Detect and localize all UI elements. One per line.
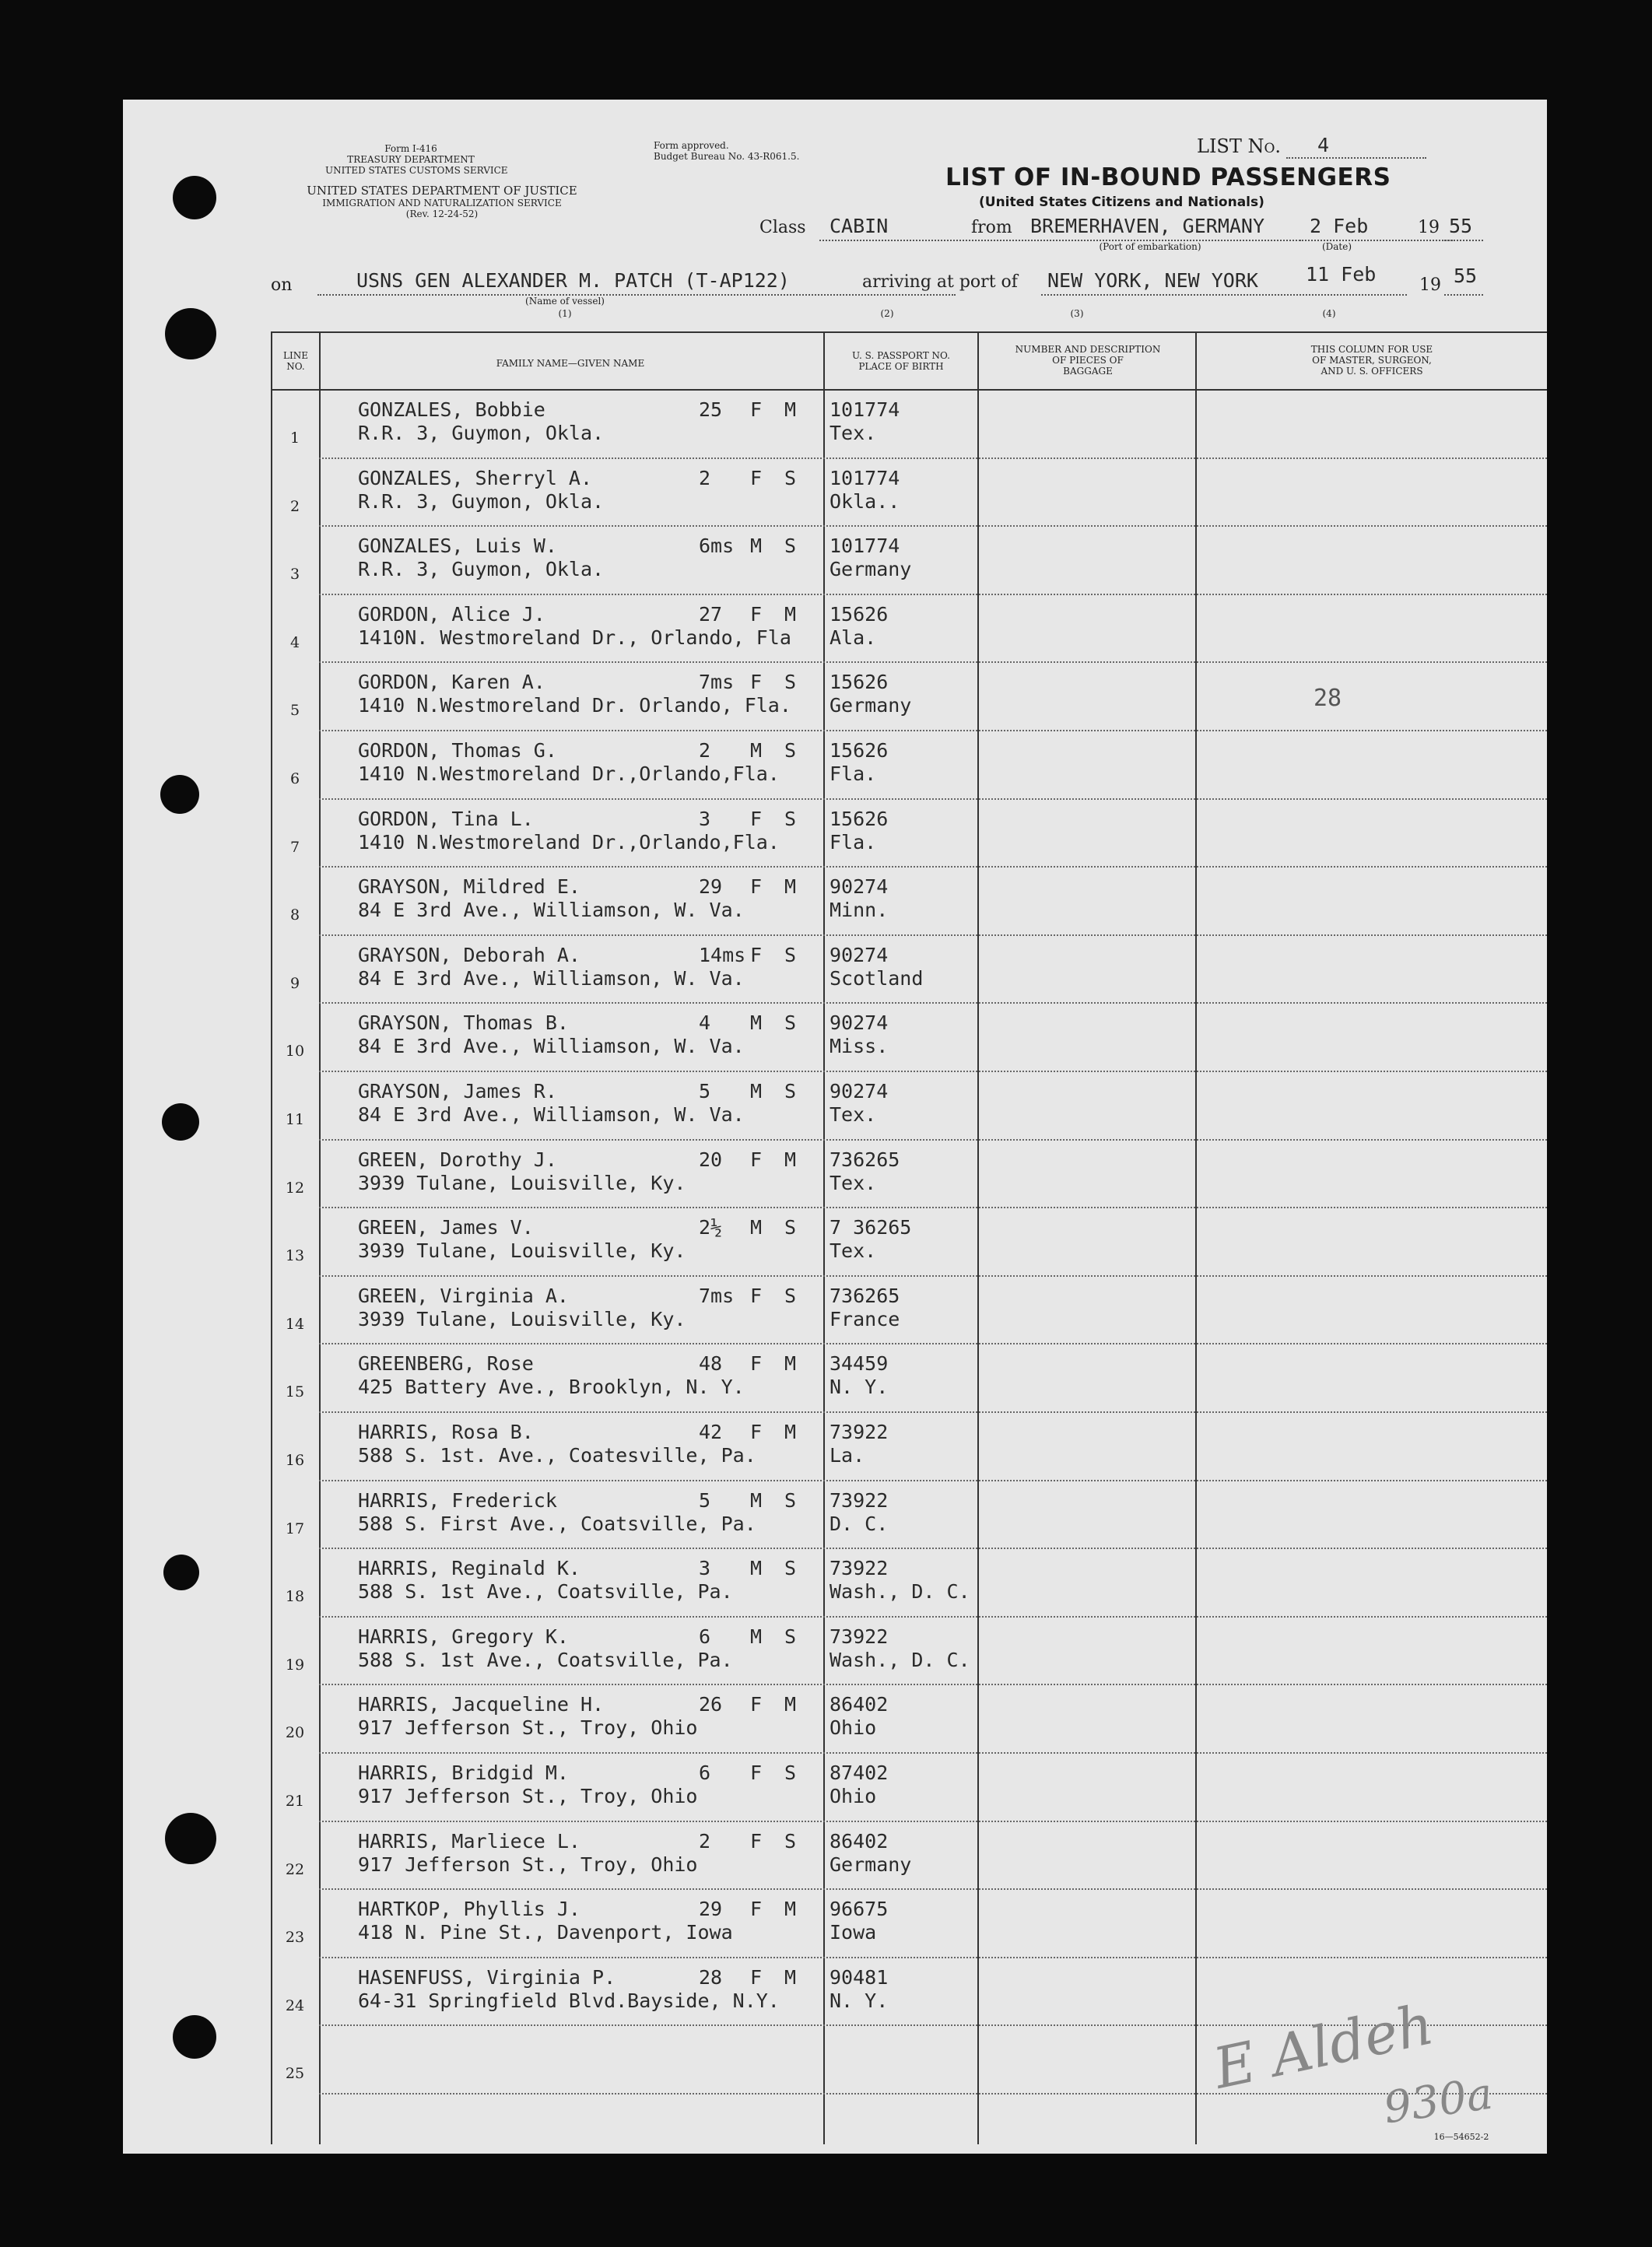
row-divider: [319, 866, 1547, 868]
arrival-date: 11 Feb: [1306, 263, 1377, 286]
line-number: 19: [285, 1656, 305, 1674]
passenger-sex: F: [750, 1421, 763, 1443]
passenger-name: HARRIS, Gregory K.: [358, 1625, 569, 1648]
passenger-name: GORDON, Tina L.: [358, 807, 534, 830]
place-of-birth: Germany: [830, 694, 912, 717]
port-embarkation-caption: (Port of embarkation): [1099, 241, 1201, 252]
passenger-name: GRAYSON, James R.: [358, 1080, 557, 1102]
row-divider: [319, 798, 1547, 800]
line-number: 22: [285, 1860, 305, 1878]
passenger-marital-status: S: [784, 1216, 797, 1239]
passenger-marital-status: M: [784, 1965, 797, 1989]
place-of-birth: Fla.: [830, 762, 877, 785]
passport-number: 15626: [830, 602, 889, 626]
passenger-age: 2: [699, 466, 711, 489]
place-of-birth: Tex.: [830, 1171, 877, 1194]
place-of-birth: Ohio: [830, 1785, 877, 1807]
line-number: 5: [289, 702, 300, 720]
passenger-age: 7ms: [699, 1284, 735, 1307]
passenger-marital-status: S: [784, 1488, 797, 1512]
col-header-passport: U. S. PASSPORT NO. PLACE OF BIRTH: [852, 350, 950, 372]
passenger-marital-status: S: [784, 739, 797, 762]
passenger-marital-status: S: [784, 1284, 797, 1307]
line-number: 3: [289, 566, 300, 584]
passenger-age: 5: [699, 1488, 711, 1512]
class-label: Class: [759, 218, 806, 237]
passenger-marital-status: S: [784, 1557, 797, 1580]
officer-mark: 28: [1314, 685, 1342, 712]
passenger-marital-status: S: [784, 1011, 797, 1035]
row-divider: [319, 457, 1547, 459]
line-number: 23: [285, 1929, 305, 1947]
passport-number: 86402: [830, 1693, 889, 1716]
passport-number: 86402: [830, 1829, 889, 1853]
caption-1: (1): [558, 308, 572, 319]
passenger-sex: F: [750, 1352, 763, 1376]
col-header-officers: THIS COLUMN FOR USE OF MASTER, SURGEON, AND U. S. OFFICERS: [1310, 344, 1433, 377]
passenger-address: 1410N. Westmoreland Dr., Orlando, Fla: [358, 626, 791, 649]
passenger-age: 25: [699, 398, 723, 421]
year-prefix-2: 19: [1419, 275, 1441, 295]
row-divider: [319, 1957, 1547, 1958]
passenger-address: 917 Jefferson St., Troy, Ohio: [358, 1716, 698, 1740]
passenger-marital-status: M: [784, 1693, 797, 1716]
footer-code: 16—54652-2: [1433, 2132, 1489, 2142]
passenger-address: 588 S. 1st Ave., Coatsville, Pa.: [358, 1648, 733, 1671]
line-number: 24: [285, 1996, 305, 2014]
line-number: 6: [289, 770, 300, 787]
punch-hole: [165, 308, 216, 359]
passenger-sex: M: [750, 1488, 763, 1512]
header-bottom-border: [271, 389, 1547, 391]
passenger-address: 3939 Tulane, Louisville, Ky.: [358, 1307, 686, 1330]
place-of-birth: Wash., D. C.: [830, 1580, 970, 1604]
passenger-sex: M: [750, 1216, 763, 1239]
place-of-birth: D. C.: [830, 1512, 889, 1535]
row-divider: [319, 1411, 1547, 1413]
passenger-address: 588 S. First Ave., Coatsville, Pa.: [358, 1512, 756, 1535]
passenger-marital-status: S: [784, 1761, 797, 1784]
page-title: LIST OF IN-BOUND PASSENGERS: [945, 163, 1391, 191]
passport-number: 15626: [830, 739, 889, 762]
col-header-line-no: LINE NO.: [283, 350, 308, 372]
passenger-name: GREEN, James V.: [358, 1216, 534, 1239]
passenger-sex: M: [750, 535, 763, 558]
passenger-marital-status: M: [784, 1352, 797, 1376]
row-divider: [319, 1548, 1547, 1549]
passenger-address: 1410 N.Westmoreland Dr.,Orlando,Fla.: [358, 762, 780, 785]
passenger-age: 3: [699, 1557, 711, 1580]
passenger-sex: F: [750, 1148, 763, 1171]
immigration-service: IMMIGRATION AND NATURALIZATION SERVICE: [322, 198, 562, 209]
passenger-name: GORDON, Alice J.: [358, 602, 545, 626]
punch-hole: [160, 775, 199, 814]
line-number: 9: [289, 974, 300, 992]
passenger-name: GORDON, Karen A.: [358, 671, 545, 694]
passenger-marital-status: S: [784, 1829, 797, 1853]
passport-number: 96675: [830, 1898, 889, 1921]
vessel-name: USNS GEN ALEXANDER M. PATCH (T-AP122): [356, 269, 790, 292]
passport-number: 73922: [830, 1625, 889, 1648]
place-of-birth: Tex.: [830, 1103, 877, 1126]
page-subtitle: (United States Citizens and Nationals): [979, 195, 1264, 210]
punch-hole: [162, 1103, 199, 1141]
passenger-address: 84 E 3rd Ave., Williamson, W. Va.: [358, 1103, 745, 1126]
passenger-sex: M: [750, 1557, 763, 1580]
place-of-birth: Wash., D. C.: [830, 1648, 970, 1671]
passenger-name: GRAYSON, Deborah A.: [358, 943, 580, 966]
place-of-birth: Ala.: [830, 626, 877, 649]
passenger-sex: F: [750, 875, 763, 899]
passenger-sex: M: [750, 739, 763, 762]
passenger-age: 3: [699, 807, 711, 830]
passenger-sex: M: [750, 1625, 763, 1648]
passport-divider: [977, 331, 979, 2144]
list-no-label: LIST No.: [1197, 135, 1282, 157]
passenger-address: 1410 N.Westmoreland Dr. Orlando, Fla.: [358, 694, 791, 717]
passenger-name: GONZALES, Luis W.: [358, 535, 557, 558]
passenger-name: GORDON, Thomas G.: [358, 739, 557, 762]
passenger-age: 6ms: [699, 535, 735, 558]
passenger-name: HARRIS, Rosa B.: [358, 1421, 534, 1443]
passport-number: 90274: [830, 875, 889, 899]
row-divider: [319, 730, 1547, 731]
arrival-port: NEW YORK, NEW YORK: [1047, 269, 1258, 292]
passenger-sex: F: [750, 1965, 763, 1989]
col-header-name: FAMILY NAME—GIVEN NAME: [496, 358, 645, 369]
vessel-caption: (Name of vessel): [525, 296, 605, 307]
passport-number: 90481: [830, 1965, 889, 1989]
passenger-address: 418 N. Pine St., Davenport, Iowa: [358, 1921, 733, 1944]
passenger-sex: F: [750, 398, 763, 421]
passenger-age: 29: [699, 1898, 723, 1921]
passenger-name: GONZALES, Bobbie: [358, 398, 545, 421]
passport-number: 34459: [830, 1352, 889, 1376]
passenger-address: 84 E 3rd Ave., Williamson, W. Va.: [358, 1035, 745, 1058]
passport-number: 73922: [830, 1421, 889, 1443]
on-label: on: [271, 275, 293, 295]
line-number: 12: [285, 1179, 305, 1197]
caption-3: (3): [1070, 308, 1084, 319]
passenger-address: 3939 Tulane, Louisville, Ky.: [358, 1239, 686, 1263]
place-of-birth: Miss.: [830, 1035, 889, 1058]
line-number: 10: [285, 1043, 305, 1060]
place-of-birth: France: [830, 1307, 900, 1330]
year-value-1: 55: [1449, 215, 1473, 237]
passenger-age: 29: [699, 875, 723, 899]
place-of-birth: La.: [830, 1444, 865, 1467]
punch-hole: [173, 2015, 216, 2059]
passport-number: 736265: [830, 1148, 900, 1171]
passenger-address: R.R. 3, Guymon, Okla.: [358, 489, 605, 513]
passenger-age: 28: [699, 1965, 723, 1989]
place-of-birth: Tex.: [830, 1239, 877, 1263]
line-number: 13: [285, 1247, 305, 1265]
passenger-marital-status: S: [784, 671, 797, 694]
passenger-name: GONZALES, Sherryl A.: [358, 466, 593, 489]
passenger-sex: F: [750, 1761, 763, 1784]
from-label: from: [971, 218, 1012, 237]
passport-number: 73922: [830, 1557, 889, 1580]
passenger-marital-status: M: [784, 1898, 797, 1921]
line-number: 21: [285, 1793, 305, 1810]
baggage-divider: [1195, 331, 1197, 2144]
line-number: 17: [285, 1520, 305, 1537]
passenger-sex: F: [750, 466, 763, 489]
passenger-name: GREENBERG, Rose: [358, 1352, 534, 1376]
passenger-address: R.R. 3, Guymon, Okla.: [358, 558, 605, 581]
form-sheet: [123, 100, 1547, 2154]
place-of-birth: Scotland: [830, 966, 924, 990]
row-divider: [319, 1752, 1547, 1754]
line-number: 14: [285, 1315, 305, 1333]
handwritten-time: 930a: [1380, 2068, 1496, 2134]
row-divider: [319, 1616, 1547, 1618]
passenger-marital-status: S: [784, 1080, 797, 1102]
treasury-department: TREASURY DEPARTMENT: [347, 154, 475, 165]
col-header-baggage: NUMBER AND DESCRIPTION OF PIECES OF BAGGAGE: [1015, 344, 1161, 377]
passenger-age: 2: [699, 1829, 711, 1853]
passenger-name: GREEN, Dorothy J.: [358, 1148, 557, 1171]
line-number: 11: [285, 1111, 305, 1128]
punch-hole: [163, 1555, 199, 1590]
passenger-sex: F: [750, 671, 763, 694]
passenger-sex: M: [750, 1080, 763, 1102]
place-of-birth: Iowa: [830, 1921, 877, 1944]
passenger-name: HARRIS, Bridgid M.: [358, 1761, 569, 1784]
embark-date: 2 Feb: [1310, 215, 1369, 237]
passenger-age: 2: [699, 739, 711, 762]
line-number: 25: [285, 2065, 305, 2083]
passenger-name: GREEN, Virginia A.: [358, 1284, 569, 1307]
list-no-value: 4: [1317, 134, 1330, 156]
place-of-birth: Germany: [830, 1853, 912, 1876]
passenger-name: HARRIS, Jacqueline H.: [358, 1693, 605, 1716]
form-approved: Form approved.: [654, 140, 729, 151]
passenger-address: 3939 Tulane, Louisville, Ky.: [358, 1171, 686, 1194]
row-divider: [319, 1821, 1547, 1822]
passenger-age: 4: [699, 1011, 711, 1035]
line-number: 2: [289, 497, 300, 515]
passport-number: 101774: [830, 535, 900, 558]
passenger-age: 42: [699, 1421, 723, 1443]
passenger-marital-status: S: [784, 1625, 797, 1648]
passenger-name: GRAYSON, Mildred E.: [358, 875, 580, 899]
customs-service: UNITED STATES CUSTOMS SERVICE: [325, 165, 508, 176]
row-divider: [319, 2093, 1547, 2095]
passenger-sex: F: [750, 1898, 763, 1921]
department-of-justice: UNITED STATES DEPARTMENT OF JUSTICE: [307, 184, 577, 198]
passenger-sex: M: [750, 1011, 763, 1035]
passenger-marital-status: M: [784, 875, 797, 899]
passenger-age: 5: [699, 1080, 711, 1102]
punch-hole: [173, 176, 216, 219]
passenger-name: HARRIS, Marliece L.: [358, 1829, 580, 1853]
row-divider: [319, 1275, 1547, 1277]
form-revision: (Rev. 12-24-52): [405, 209, 479, 219]
row-divider: [319, 1684, 1547, 1685]
year-value-2: 55: [1454, 265, 1478, 287]
passport-number: 101774: [830, 398, 900, 421]
row-divider: [319, 1480, 1547, 1481]
passenger-address: 84 E 3rd Ave., Williamson, W. Va.: [358, 899, 745, 922]
passenger-age: 26: [699, 1693, 723, 1716]
line-number: 20: [285, 1724, 305, 1742]
passenger-marital-status: M: [784, 1148, 797, 1171]
from-value: BREMERHAVEN, GERMANY: [1030, 215, 1265, 237]
class-value: CABIN: [830, 215, 889, 237]
passenger-age: 2½: [699, 1216, 723, 1239]
passenger-address: 588 S. 1st Ave., Coatsville, Pa.: [358, 1580, 733, 1604]
row-divider: [319, 934, 1547, 936]
row-divider: [319, 594, 1547, 595]
passport-number: 7 36265: [830, 1216, 912, 1239]
passenger-sex: F: [750, 943, 763, 966]
table-top-border: [271, 331, 1547, 333]
passenger-age: 7ms: [699, 671, 735, 694]
passenger-marital-status: S: [784, 807, 797, 830]
line-number: 16: [285, 1452, 305, 1469]
passport-number: 101774: [830, 466, 900, 489]
line-number: 15: [285, 1383, 305, 1401]
passenger-marital-status: S: [784, 466, 797, 489]
passenger-marital-status: M: [784, 398, 797, 421]
place-of-birth: Germany: [830, 558, 912, 581]
passenger-marital-status: M: [784, 1421, 797, 1443]
handwritten-signature: E Aldeh: [1208, 1991, 1440, 2102]
row-divider: [319, 1002, 1547, 1004]
caption-4: (4): [1322, 308, 1336, 319]
budget-bureau: Budget Bureau No. 43-R061.5.: [654, 151, 800, 162]
passenger-name: HARRIS, Frederick: [358, 1488, 557, 1512]
passenger-age: 48: [699, 1352, 723, 1376]
line-number: 8: [289, 906, 300, 924]
table-left-border: [271, 331, 272, 2144]
passport-number: 736265: [830, 1284, 900, 1307]
passport-number: 90274: [830, 1080, 889, 1102]
passport-number: 15626: [830, 671, 889, 694]
passport-number: 90274: [830, 943, 889, 966]
passenger-address: 588 S. 1st. Ave., Coatesville, Pa.: [358, 1444, 756, 1467]
passenger-sex: F: [750, 602, 763, 626]
line-number: 1: [289, 429, 300, 447]
place-of-birth: Okla..: [830, 489, 900, 513]
passenger-marital-status: S: [784, 535, 797, 558]
passenger-sex: F: [750, 1284, 763, 1307]
line-number: 7: [289, 838, 300, 856]
place-of-birth: Minn.: [830, 899, 889, 922]
place-of-birth: Tex.: [830, 422, 877, 444]
passenger-name: HARTKOP, Phyllis J.: [358, 1898, 580, 1921]
passenger-age: 20: [699, 1148, 723, 1171]
passenger-sex: F: [750, 1829, 763, 1853]
passenger-address: 425 Battery Ave., Brooklyn, N. Y.: [358, 1376, 745, 1399]
passenger-name: GRAYSON, Thomas B.: [358, 1011, 569, 1035]
place-of-birth: N. Y.: [830, 1376, 889, 1399]
passenger-age: 14ms: [699, 943, 746, 966]
form-number: Form I-416: [384, 143, 437, 154]
line-number: 18: [285, 1588, 305, 1606]
passenger-address: 917 Jefferson St., Troy, Ohio: [358, 1853, 698, 1876]
passenger-address: 64-31 Springfield Blvd.Bayside, N.Y.: [358, 1989, 780, 2012]
passenger-address: 1410 N.Westmoreland Dr.,Orlando,Fla.: [358, 830, 780, 854]
arriving-label: arriving at port of: [862, 272, 1018, 292]
passport-number: 87402: [830, 1761, 889, 1784]
caption-2: (2): [880, 308, 894, 319]
row-divider: [319, 1139, 1547, 1141]
passenger-name: HARRIS, Reginald K.: [358, 1557, 580, 1580]
row-divider: [319, 1343, 1547, 1344]
place-of-birth: Fla.: [830, 830, 877, 854]
passenger-address: 84 E 3rd Ave., Williamson, W. Va.: [358, 966, 745, 990]
passenger-marital-status: M: [784, 602, 797, 626]
passenger-marital-status: S: [784, 943, 797, 966]
passenger-address: R.R. 3, Guymon, Okla.: [358, 422, 605, 444]
year-prefix-1: 19: [1418, 218, 1440, 237]
row-divider: [319, 525, 1547, 527]
passport-number: 90274: [830, 1011, 889, 1035]
passenger-age: 6: [699, 1625, 711, 1648]
passport-number: 15626: [830, 807, 889, 830]
row-divider: [319, 1207, 1547, 1208]
line-no-divider: [319, 331, 321, 2144]
passenger-age: 27: [699, 602, 723, 626]
passenger-sex: F: [750, 1693, 763, 1716]
passenger-name: HASENFUSS, Virginia P.: [358, 1965, 616, 1989]
date-caption: (Date): [1321, 241, 1352, 252]
passport-number: 73922: [830, 1488, 889, 1512]
name-divider: [823, 331, 825, 2144]
punch-hole: [165, 1813, 216, 1864]
row-divider: [319, 1071, 1547, 1072]
row-divider: [319, 1888, 1547, 1890]
row-divider: [319, 661, 1547, 663]
place-of-birth: N. Y.: [830, 1989, 889, 2012]
passenger-age: 6: [699, 1761, 711, 1784]
line-number: 4: [289, 633, 300, 651]
passenger-sex: F: [750, 807, 763, 830]
passenger-address: 917 Jefferson St., Troy, Ohio: [358, 1785, 698, 1807]
place-of-birth: Ohio: [830, 1716, 877, 1740]
